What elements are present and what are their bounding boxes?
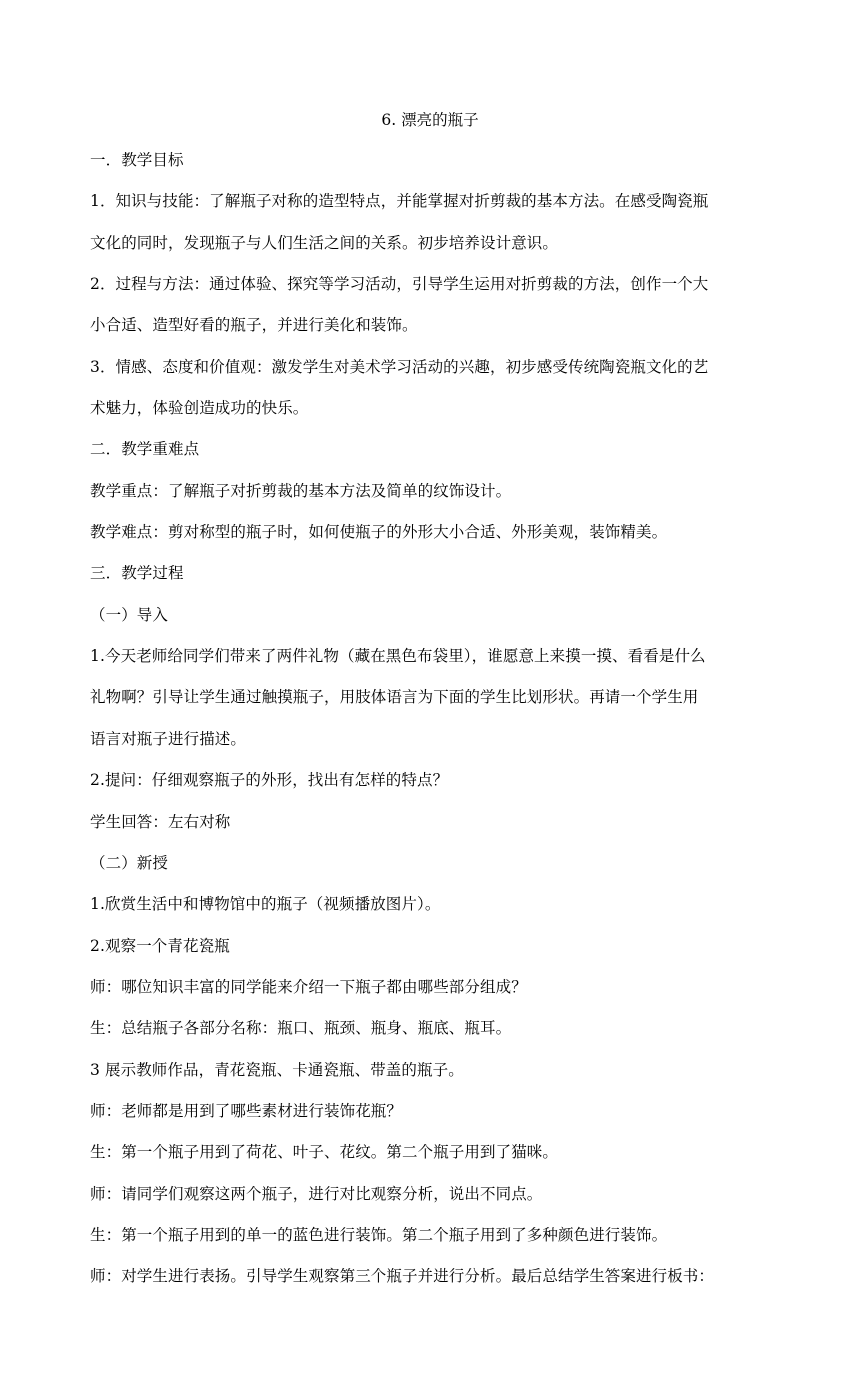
- paragraph-line: 1.欣赏生活中和博物馆中的瓶子（视频播放图片）。: [90, 895, 441, 914]
- paragraph-line: 师：老师都是用到了哪些素材进行装饰花瓶？: [90, 1101, 403, 1120]
- paragraph-line: 师：哪位知识丰富的同学能来介绍一下瓶子都由哪些部分组成？: [90, 977, 527, 996]
- paragraph-line: 1.今天老师给同学们带来了两件礼物（藏在黑色布袋里），谁愿意上来摸一摸、看看是什么: [90, 647, 706, 666]
- paragraph-line: 教学难点：剪对称型的瓶子时，如何使瓶子的外形大小合适、外形美观，装饰精美。: [90, 523, 668, 542]
- paragraph-line: 文化的同时，发现瓶子与人们生活之间的关系。初步培养设计意识。: [90, 233, 559, 252]
- paragraph-line: 教学重点：了解瓶子对折剪裁的基本方法及简单的纹饰设计。: [90, 481, 512, 500]
- section-heading-key-points: 二．教学重难点: [90, 440, 200, 459]
- document-body: [90, 148, 780, 1306]
- paragraph-line: 语言对瓶子进行描述。: [90, 729, 247, 748]
- paragraph-line: 2．过程与方法：通过体验、探究等学习活动，引导学生运用对折剪裁的方法，创作一个大: [90, 275, 709, 294]
- subsection-heading-intro: （一）导入: [90, 605, 169, 624]
- section-heading-process: 三．教学过程: [90, 564, 184, 583]
- paragraph-line: 师：对学生进行表扬。引导学生观察第三个瓶子并进行分析。最后总结学生答案进行板书：: [90, 1267, 715, 1286]
- paragraph-line: 生：第一个瓶子用到了荷花、叶子、花纹。第二个瓶子用到了猫咪。: [90, 1143, 559, 1162]
- subsection-heading-new-lesson: （二）新授: [90, 853, 169, 872]
- paragraph-line: 2.观察一个青花瓷瓶: [90, 936, 230, 955]
- paragraph-line: 小合适、造型好看的瓶子，并进行美化和装饰。: [90, 316, 418, 335]
- paragraph-line: 生：总结瓶子各部分名称：瓶口、瓶颈、瓶身、瓶底、瓶耳。: [90, 1019, 512, 1038]
- paragraph-line: 师：请同学们观察这两个瓶子，进行对比观察分析，说出不同点。: [90, 1184, 543, 1203]
- document-title: 6. 漂亮的瓶子: [381, 111, 479, 129]
- paragraph-line: 3．情感、态度和价值观：激发学生对美术学习活动的兴趣，初步感受传统陶瓷瓶文化的艺: [90, 357, 709, 376]
- paragraph-line: 1．知识与技能：了解瓶子对称的造型特点，并能掌握对折剪裁的基本方法。在感受陶瓷瓶: [90, 192, 709, 211]
- section-heading-objectives: 一．教学目标: [90, 151, 184, 169]
- paragraph-line: 生：第一个瓶子用到的单一的蓝色进行装饰。第二个瓶子用到了多种颜色进行装饰。: [90, 1225, 668, 1244]
- paragraph-line: 术魅力，体验创造成功的快乐。: [90, 399, 309, 418]
- paragraph-line: 3 展示教师作品，青花瓷瓶、卡通瓷瓶、带盖的瓶子。: [90, 1060, 464, 1079]
- paragraph-line: 学生回答：左右对称: [90, 812, 231, 831]
- paragraph-line: 2.提问：仔细观察瓶子的外形，找出有怎样的特点？: [90, 771, 449, 790]
- paragraph-line: 礼物啊？引导让学生通过触摸瓶子，用肢体语言为下面的学生比划形状。再请一个学生用: [90, 688, 699, 707]
